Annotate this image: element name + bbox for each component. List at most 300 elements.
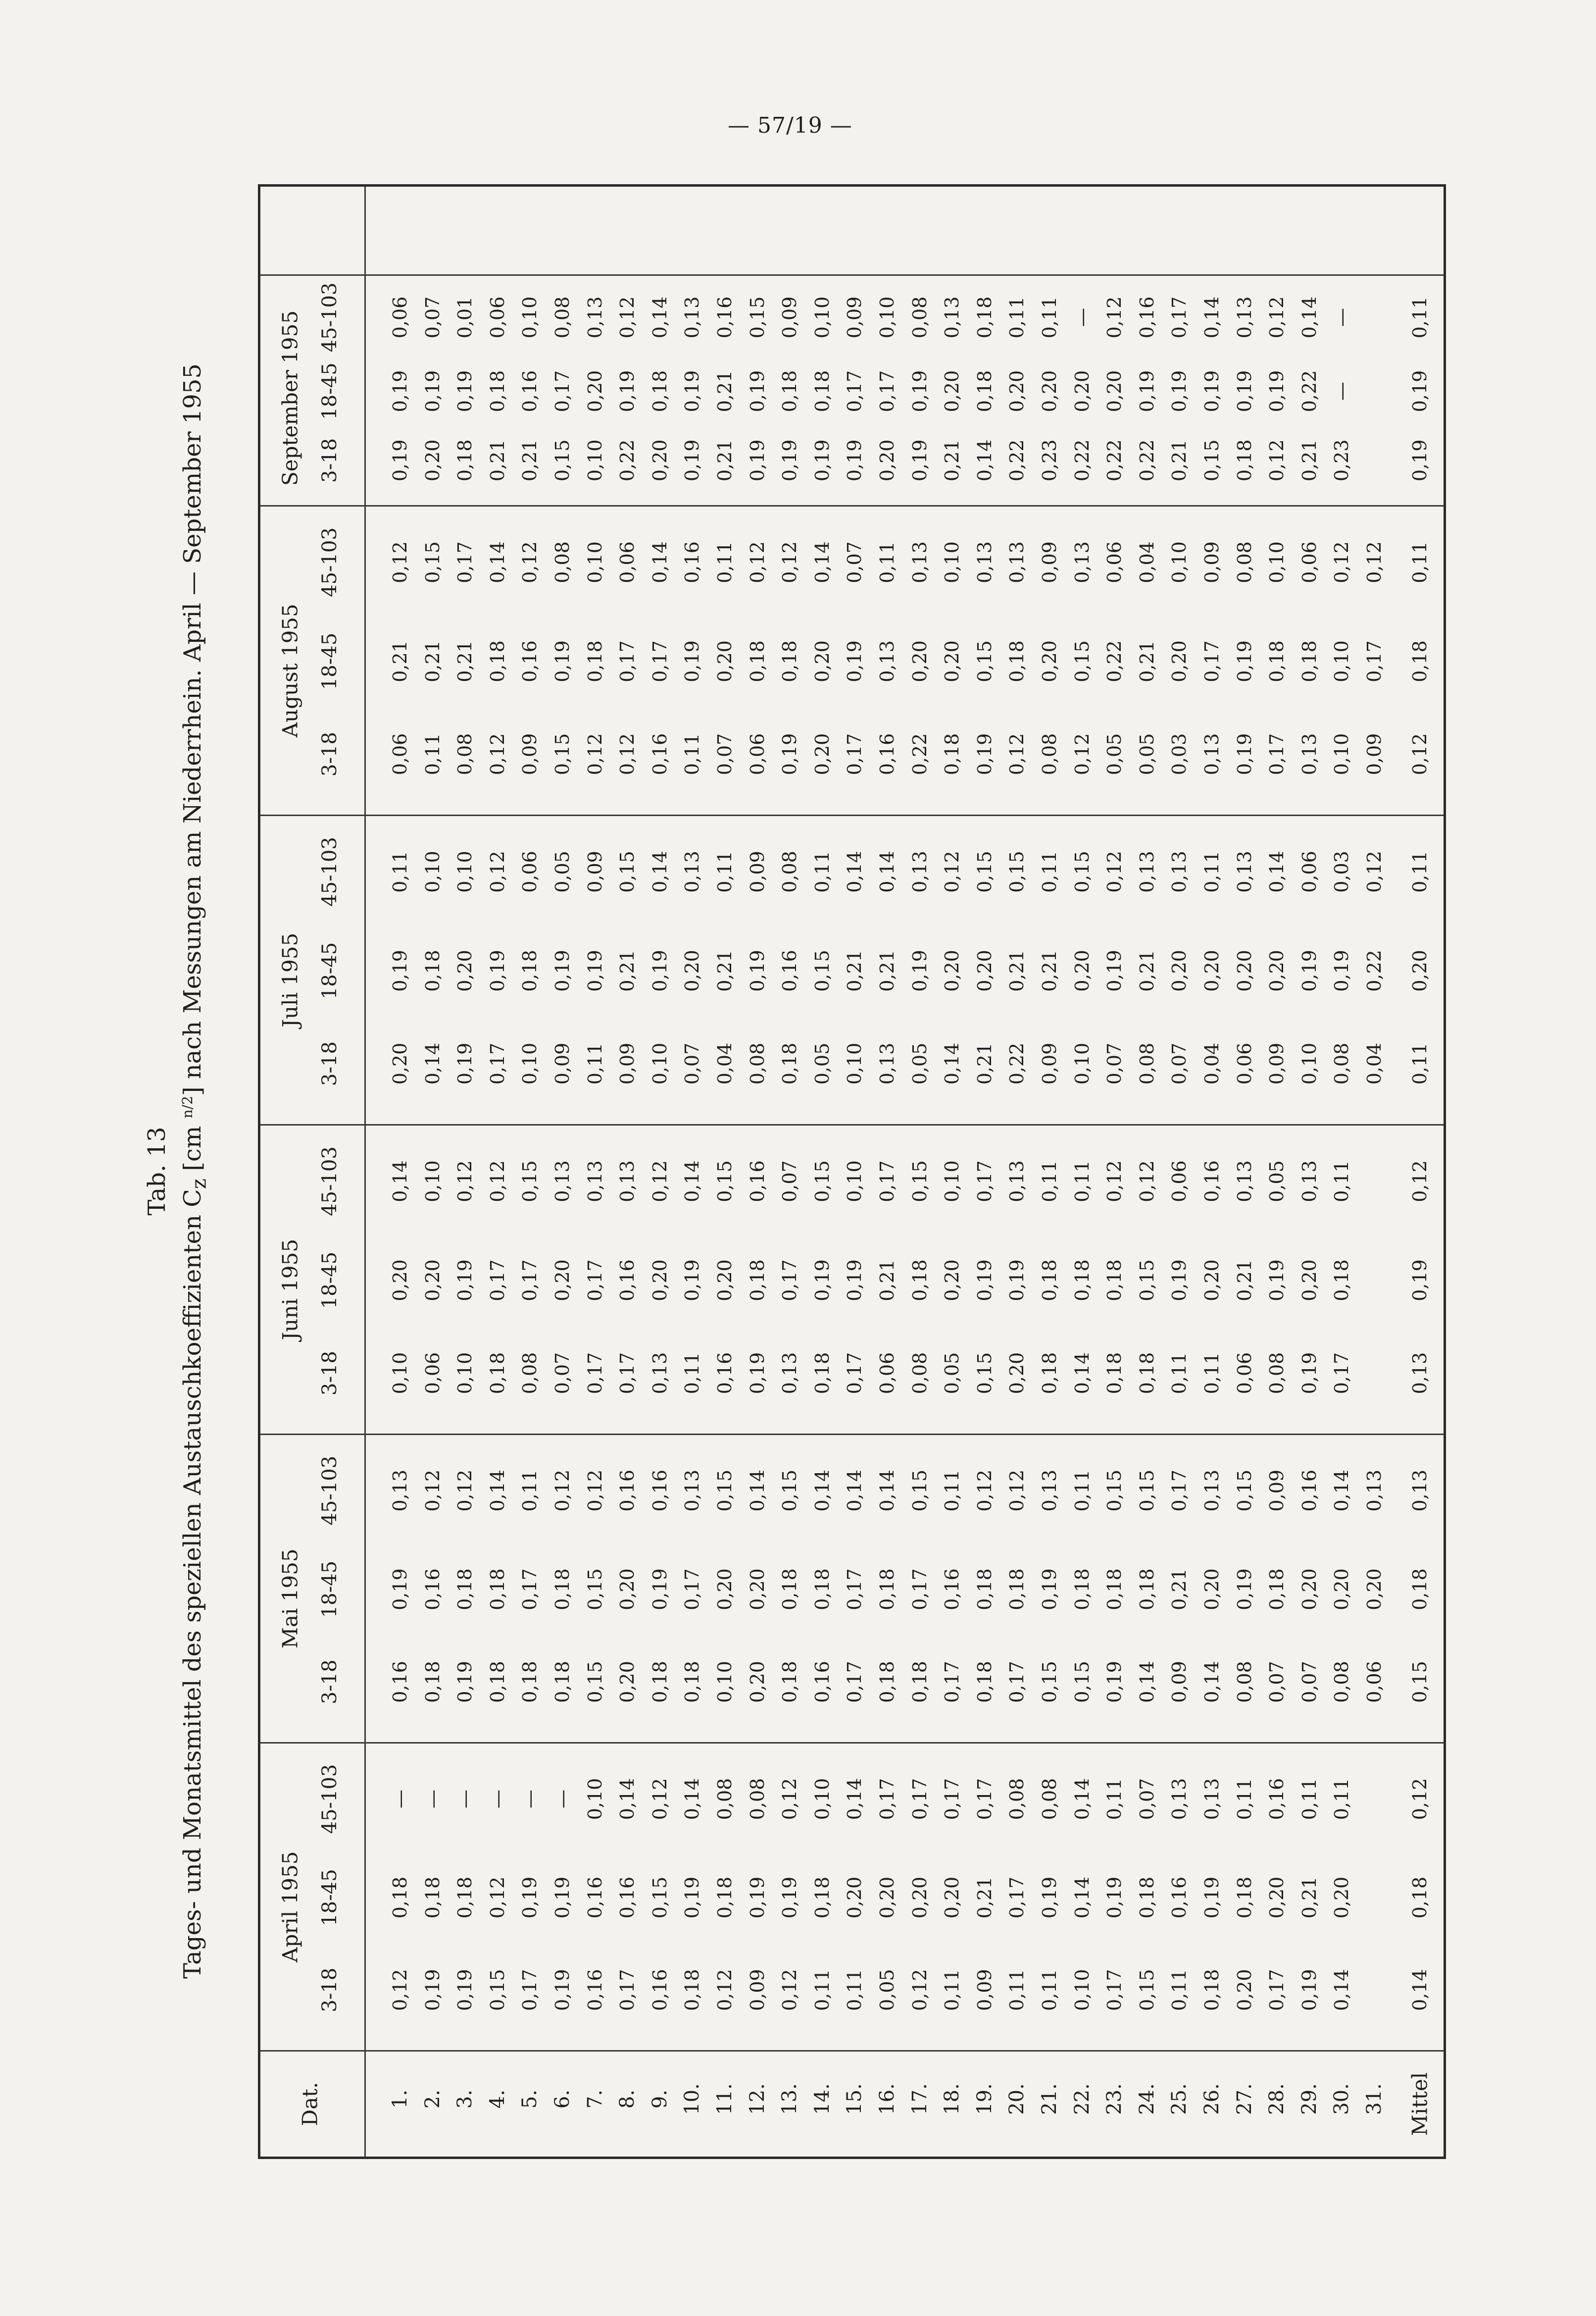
table-caption	[141, 183, 255, 2159]
data-cell: 0,18	[519, 950, 541, 992]
data-cell: 0,17	[486, 1259, 508, 1301]
day-label: 31.	[1363, 2083, 1386, 2115]
data-cell: 0,12	[486, 1876, 508, 1919]
data-cell: 0,17	[1168, 296, 1191, 339]
data-cell: 0,07	[844, 541, 866, 583]
data-cell: 0,21	[844, 950, 866, 992]
subcolumn-header: 18-45	[318, 362, 341, 420]
data-cell: 0,20	[1331, 1568, 1353, 1610]
data-cell: 0,12	[616, 296, 639, 339]
day-label: 25.	[1168, 2083, 1191, 2115]
data-cell: 0,10	[389, 1352, 411, 1394]
subcolumn-header: 45-103	[318, 1146, 341, 1216]
data-cell: 0,06	[876, 1352, 898, 1394]
data-cell: 0,18	[389, 1876, 411, 1919]
data-cell: 0,20	[1331, 1876, 1353, 1919]
data-cell: 0,18	[811, 370, 833, 412]
data-cell: 0,09	[844, 296, 866, 339]
data-cell: 0,09	[519, 733, 541, 775]
data-cell: 0,05	[1136, 733, 1158, 775]
data-cell: 0,17	[908, 1778, 931, 1820]
data-cell: 0,20	[1298, 1568, 1320, 1610]
data-cell: 0,16	[681, 541, 703, 583]
subcolumn-header: 45-103	[318, 527, 341, 597]
data-cell: 0,15	[714, 1469, 736, 1512]
data-cell: 0,12	[1103, 851, 1126, 893]
data-cell: 0,07	[421, 296, 444, 339]
day-label: 2.	[421, 2089, 444, 2109]
data-cell: 0,10	[1331, 733, 1353, 775]
data-cell: 0,13	[1298, 1160, 1320, 1202]
data-cell: 0,21	[454, 640, 476, 682]
data-cell: 0,12	[941, 851, 963, 893]
data-cell: 0,20	[714, 640, 736, 682]
data-cell: 0,22	[1363, 950, 1385, 992]
data-cell: —	[1331, 382, 1353, 401]
data-cell: 0,19	[1168, 1259, 1191, 1301]
subcolumn-header: 45-103	[318, 282, 341, 353]
data-cell: 0,08	[1233, 541, 1255, 583]
data-cell: 0,14	[973, 439, 996, 482]
data-cell: 0,17	[519, 1259, 541, 1301]
data-cell: 0,13	[1071, 541, 1093, 583]
rotated-table-page	[141, 183, 1448, 2159]
data-cell: 0,17	[941, 1661, 963, 1703]
data-cell: 0,18	[454, 1876, 476, 1919]
data-cell: 0,19	[1201, 370, 1223, 412]
data-cell: 0,21	[876, 1259, 898, 1301]
data-cell: 0,12	[973, 1469, 996, 1512]
data-cell: 0,08	[519, 1352, 541, 1394]
day-label: 20.	[1005, 2083, 1029, 2115]
day-label: 8.	[616, 2089, 639, 2109]
title-subscript: z	[188, 1179, 211, 1189]
day-label: 5.	[518, 2089, 542, 2109]
data-cell: 0,12	[519, 541, 541, 583]
data-cell: 0,15	[519, 1160, 541, 1202]
data-cell: 0,01	[454, 296, 476, 339]
data-cell: 0,21	[421, 640, 444, 682]
data-cell: 0,19	[681, 439, 703, 482]
data-cell: 0,13	[1006, 541, 1028, 583]
data-cell: 0,09	[1266, 1042, 1288, 1085]
data-cell: 0,12	[486, 851, 508, 893]
data-cell: 0,11	[844, 1969, 866, 2011]
data-cell: 0,06	[519, 851, 541, 893]
data-cell: 0,16	[389, 1661, 411, 1703]
data-cell: 0,19	[551, 640, 573, 682]
data-cell: 0,20	[714, 1259, 736, 1301]
day-label: 28.	[1265, 2083, 1289, 2115]
day-label: 3.	[453, 2089, 477, 2109]
data-cell: 0,17	[454, 541, 476, 583]
data-cell: 0,06	[389, 733, 411, 775]
data-cell: 0,19	[746, 370, 768, 412]
data-cell: 0,19	[746, 950, 768, 992]
data-cell: 0,12	[1331, 541, 1353, 583]
data-cell: 0,20	[389, 1259, 411, 1301]
data-cell: 0,21	[714, 370, 736, 412]
data-cell: 0,19	[454, 1259, 476, 1301]
data-cell: 0,13	[908, 541, 931, 583]
day-label: 29.	[1297, 2083, 1321, 2115]
data-cell: 0,18	[1266, 1568, 1288, 1610]
data-cell: 0,19	[389, 1568, 411, 1610]
data-cell: 0,18	[1136, 1876, 1158, 1919]
data-cell: 0,16	[714, 1352, 736, 1394]
data-cell: 0,23	[1039, 439, 1060, 482]
subcolumn-header: 18-45	[318, 1560, 341, 1618]
data-cell: 0,13	[616, 1160, 639, 1202]
data-cell: 0,17	[844, 1568, 866, 1610]
data-cell: 0,18	[454, 439, 476, 482]
data-cell: 0,20	[551, 1259, 573, 1301]
data-cell: 0,18	[973, 1568, 996, 1610]
data-cell: 0,15	[714, 1160, 736, 1202]
title-unit-exponent: n/2	[179, 1096, 196, 1119]
data-cell: 0,07	[1103, 1042, 1126, 1085]
data-cell: 0,12	[1266, 439, 1288, 482]
data-cell: 0,09	[1201, 541, 1223, 583]
data-cell: 0,17	[1103, 1969, 1126, 2011]
day-label: 15.	[843, 2083, 866, 2115]
data-cell: 0,19	[1039, 1876, 1060, 1919]
data-cell: 0,08	[1006, 1778, 1028, 1820]
data-cell: 0,06	[486, 296, 508, 339]
data-cell: 0,16	[584, 1876, 606, 1919]
data-cell: 0,21	[714, 439, 736, 482]
subcolumn-header: 45-103	[318, 837, 341, 907]
data-cell: 0,13	[1298, 733, 1320, 775]
data-cell: 0,21	[486, 439, 508, 482]
month-divider	[260, 1124, 1444, 1126]
data-cell: 0,10	[454, 1352, 476, 1394]
data-cell: 0,12	[551, 1469, 573, 1512]
data-cell: 0,12	[1103, 296, 1126, 339]
data-cell: 0,17	[1006, 1876, 1028, 1919]
data-cell: 0,11	[681, 1352, 703, 1394]
data-cell: 0,14	[389, 1160, 411, 1202]
data-cell: 0,22	[1298, 370, 1320, 412]
data-cell: 0,15	[973, 1352, 996, 1394]
data-cell: 0,18	[551, 1661, 573, 1703]
data-cell: 0,19	[908, 950, 931, 992]
data-cell: 0,11	[714, 851, 736, 893]
data-cell: 0,05	[811, 1042, 833, 1085]
data-cell: 0,08	[1331, 1042, 1353, 1085]
data-cell: 0,11	[1006, 296, 1028, 339]
data-cell: 0,10	[648, 1042, 671, 1085]
data-cell: 0,16	[779, 950, 801, 992]
data-cell: 0,20	[1168, 640, 1191, 682]
data-cell: 0,18	[1071, 1259, 1093, 1301]
table-number: Tab. 13	[143, 1127, 171, 1216]
data-cell: 0,10	[876, 296, 898, 339]
data-cell: 0,19	[1233, 733, 1255, 775]
data-cell: 0,19	[421, 370, 444, 412]
date-column-divider	[260, 2050, 1444, 2052]
data-cell: —	[486, 1789, 508, 1808]
data-cell: 0,17	[519, 1568, 541, 1610]
data-cell: 0,20	[876, 439, 898, 482]
data-cell: 0,10	[421, 851, 444, 893]
data-cell: 0,12	[648, 1778, 671, 1820]
data-cell: 0,18	[1136, 1568, 1158, 1610]
data-cell: 0,10	[1266, 541, 1288, 583]
data-cell: 0,20	[1006, 1352, 1028, 1394]
data-cell: 0,17	[519, 1969, 541, 2011]
data-cell: 0,19	[844, 1259, 866, 1301]
month-header: Juli 1955	[278, 932, 302, 1028]
table-title	[172, 183, 215, 2159]
data-cell: 0,19	[746, 1876, 768, 1919]
data-cell: 0,21	[1136, 640, 1158, 682]
data-cell: 0,17	[876, 1778, 898, 1820]
data-cell: 0,19	[648, 950, 671, 992]
day-label: 18.	[941, 2083, 964, 2115]
day-label: 1.	[389, 2089, 411, 2109]
data-cell: 0,16	[876, 733, 898, 775]
data-cell: 0,21	[1136, 950, 1158, 992]
data-cell: 0,08	[746, 1778, 768, 1820]
data-cell: 0,19	[844, 640, 866, 682]
data-cell: 0,14	[1071, 1876, 1093, 1919]
data-cell: 0,20	[1201, 950, 1223, 992]
data-cell: 0,17	[648, 640, 671, 682]
data-cell: 0,10	[519, 1042, 541, 1085]
data-cell: 0,18	[421, 950, 444, 992]
data-cell: 0,17	[681, 1568, 703, 1610]
data-cell: 0,14	[648, 851, 671, 893]
data-cell: 0,20	[421, 1259, 444, 1301]
data-cell: 0,13	[681, 1469, 703, 1512]
data-cell: 0,03	[1168, 733, 1191, 775]
data-cell: 0,19	[1298, 950, 1320, 992]
month-divider	[260, 505, 1444, 507]
data-cell: 0,14	[1331, 1469, 1353, 1512]
data-cell: 0,14	[421, 1042, 444, 1085]
data-cell: 0,18	[779, 1661, 801, 1703]
data-cell: 0,18	[1039, 1352, 1060, 1394]
data-cell: 0,11	[681, 733, 703, 775]
data-cell: 0,20	[389, 1042, 411, 1085]
date-header: Dat.	[298, 2082, 322, 2126]
data-cell: 0,19	[681, 640, 703, 682]
data-cell: 0,18	[876, 1661, 898, 1703]
data-table	[258, 184, 1446, 2159]
data-cell: 0,09	[973, 1969, 996, 2011]
data-cell: 0,14	[616, 1778, 639, 1820]
data-cell: 0,09	[616, 1042, 639, 1085]
data-cell: 0,20	[1233, 1969, 1255, 2011]
data-cell: 0,19	[648, 1568, 671, 1610]
day-label: 19.	[973, 2083, 996, 2115]
data-cell: 0,21	[973, 1042, 996, 1085]
data-cell: 0,15	[1006, 851, 1028, 893]
data-cell: 0,10	[584, 439, 606, 482]
data-cell: 0,08	[746, 1042, 768, 1085]
mean-cell: 0,11	[1409, 296, 1431, 339]
data-cell: 0,20	[648, 439, 671, 482]
data-cell: 0,16	[519, 370, 541, 412]
data-cell: 0,10	[811, 296, 833, 339]
data-cell: 0,17	[844, 1661, 866, 1703]
data-cell: 0,19	[681, 1876, 703, 1919]
data-cell: 0,21	[876, 950, 898, 992]
data-cell: 0,18	[1201, 1969, 1223, 2011]
data-cell: 0,06	[1298, 851, 1320, 893]
data-cell: 0,16	[584, 1969, 606, 2011]
mean-cell: 0,11	[1409, 541, 1431, 583]
data-cell: 0,19	[389, 370, 411, 412]
data-cell: 0,20	[454, 950, 476, 992]
data-cell: 0,18	[941, 733, 963, 775]
data-cell: 0,12	[1363, 851, 1385, 893]
data-cell: 0,07	[681, 1042, 703, 1085]
data-cell: 0,10	[454, 851, 476, 893]
data-cell: 0,04	[1136, 541, 1158, 583]
data-cell: 0,21	[389, 640, 411, 682]
data-cell: 0,15	[973, 640, 996, 682]
data-cell: 0,13	[389, 1469, 411, 1512]
data-cell: 0,19	[584, 950, 606, 992]
data-cell: 0,18	[486, 1661, 508, 1703]
mean-cell: 0,18	[1409, 1568, 1431, 1610]
data-cell: 0,22	[1103, 439, 1126, 482]
data-cell: 0,15	[1136, 1469, 1158, 1512]
data-cell: 0,18	[421, 1876, 444, 1919]
data-cell: 0,13	[1168, 851, 1191, 893]
data-cell: 0,13	[876, 640, 898, 682]
data-cell: 0,10	[519, 296, 541, 339]
data-cell: 0,15	[908, 1469, 931, 1512]
data-cell: 0,19	[486, 950, 508, 992]
data-cell: 0,17	[1168, 1469, 1191, 1512]
data-cell: 0,07	[551, 1352, 573, 1394]
month-header: September 1955	[278, 310, 302, 486]
data-cell: 0,11	[1168, 1352, 1191, 1394]
data-cell: 0,14	[486, 1469, 508, 1512]
data-cell: 0,13	[1201, 1469, 1223, 1512]
data-cell: 0,12	[421, 1469, 444, 1512]
data-cell: 0,07	[1266, 1661, 1288, 1703]
data-cell: —	[421, 1789, 444, 1808]
day-label: 22.	[1070, 2083, 1094, 2115]
data-cell: 0,22	[1071, 439, 1093, 482]
data-cell: 0,16	[616, 1259, 639, 1301]
data-cell: 0,08	[1039, 1778, 1060, 1820]
data-cell: 0,15	[811, 1160, 833, 1202]
data-cell: 0,19	[1331, 950, 1353, 992]
data-cell: 0,20	[1233, 950, 1255, 992]
data-cell: 0,17	[941, 1778, 963, 1820]
data-cell: 0,15	[1201, 439, 1223, 482]
data-cell: 0,15	[1233, 1469, 1255, 1512]
data-cell: 0,20	[811, 733, 833, 775]
data-cell: 0,12	[908, 1969, 931, 2011]
data-cell: 0,12	[1136, 1160, 1158, 1202]
data-cell: 0,18	[1266, 640, 1288, 682]
data-cell: —	[389, 1789, 411, 1808]
data-cell: 0,17	[908, 1568, 931, 1610]
mean-cell: 0,13	[1409, 1352, 1431, 1394]
data-cell: 0,14	[1201, 1661, 1223, 1703]
data-cell: 0,12	[1006, 733, 1028, 775]
data-cell: 0,16	[1298, 1469, 1320, 1512]
data-cell: 0,18	[486, 640, 508, 682]
data-cell: 0,08	[1136, 1042, 1158, 1085]
data-cell: 0,19	[551, 1876, 573, 1919]
data-cell: 0,15	[973, 851, 996, 893]
data-cell: 0,17	[1006, 1661, 1028, 1703]
data-cell: 0,17	[1201, 640, 1223, 682]
month-divider	[260, 815, 1444, 816]
data-cell: 0,20	[1363, 1568, 1385, 1610]
title-text: Tages- und Monatsmittel des speziellen Austauschkoeffizienten C	[179, 1189, 206, 1979]
data-cell: 0,12	[389, 1969, 411, 2011]
data-cell: 0,13	[973, 541, 996, 583]
data-cell: 0,16	[648, 1969, 671, 2011]
data-cell: 0,11	[1298, 1778, 1320, 1820]
data-cell: 0,20	[746, 1568, 768, 1610]
data-cell: 0,08	[1331, 1661, 1353, 1703]
data-cell: 0,11	[1201, 1352, 1223, 1394]
day-label: 14.	[810, 2083, 834, 2115]
data-cell: 0,18	[876, 1568, 898, 1610]
month-divider	[260, 1434, 1444, 1435]
data-cell: 0,15	[616, 851, 639, 893]
data-cell: 0,14	[1136, 1661, 1158, 1703]
data-cell: 0,17	[876, 1160, 898, 1202]
data-cell: 0,07	[714, 733, 736, 775]
data-cell: 0,19	[1201, 1876, 1223, 1919]
data-cell: 0,12	[616, 733, 639, 775]
data-cell: 0,11	[389, 851, 411, 893]
data-cell: 0,21	[519, 439, 541, 482]
data-cell: 0,17	[584, 1259, 606, 1301]
data-cell: 0,07	[1298, 1661, 1320, 1703]
data-cell: 0,18	[908, 1259, 931, 1301]
data-cell: 0,06	[1363, 1661, 1385, 1703]
data-cell: 0,20	[1201, 1568, 1223, 1610]
data-cell: 0,09	[1039, 541, 1060, 583]
data-cell: 0,19	[1103, 1661, 1126, 1703]
data-cell: 0,13	[1233, 1160, 1255, 1202]
subcolumn-header: 3-18	[318, 438, 341, 483]
data-cell: 0,21	[973, 1876, 996, 1919]
data-cell: 0,14	[844, 1778, 866, 1820]
data-cell: 0,17	[1266, 733, 1288, 775]
data-cell: 0,21	[1298, 1876, 1320, 1919]
data-cell: 0,12	[454, 1469, 476, 1512]
mean-row-label: Mittel	[1407, 2072, 1432, 2136]
data-cell: 0,19	[908, 439, 931, 482]
data-cell: 0,11	[584, 1042, 606, 1085]
day-label: 26.	[1200, 2083, 1223, 2115]
month-header: April 1955	[278, 1851, 302, 1962]
data-cell: 0,20	[1266, 1876, 1288, 1919]
data-cell: 0,12	[1071, 733, 1093, 775]
data-cell: 0,20	[1039, 370, 1060, 412]
data-cell: 0,11	[876, 541, 898, 583]
data-cell: 0,06	[616, 541, 639, 583]
data-cell: 0,09	[1266, 1469, 1288, 1512]
data-cell: 0,17	[973, 1160, 996, 1202]
data-cell: 0,11	[1071, 1469, 1093, 1512]
data-cell: 0,09	[779, 296, 801, 339]
data-cell: 0,14	[1071, 1778, 1093, 1820]
data-cell: 0,20	[908, 640, 931, 682]
